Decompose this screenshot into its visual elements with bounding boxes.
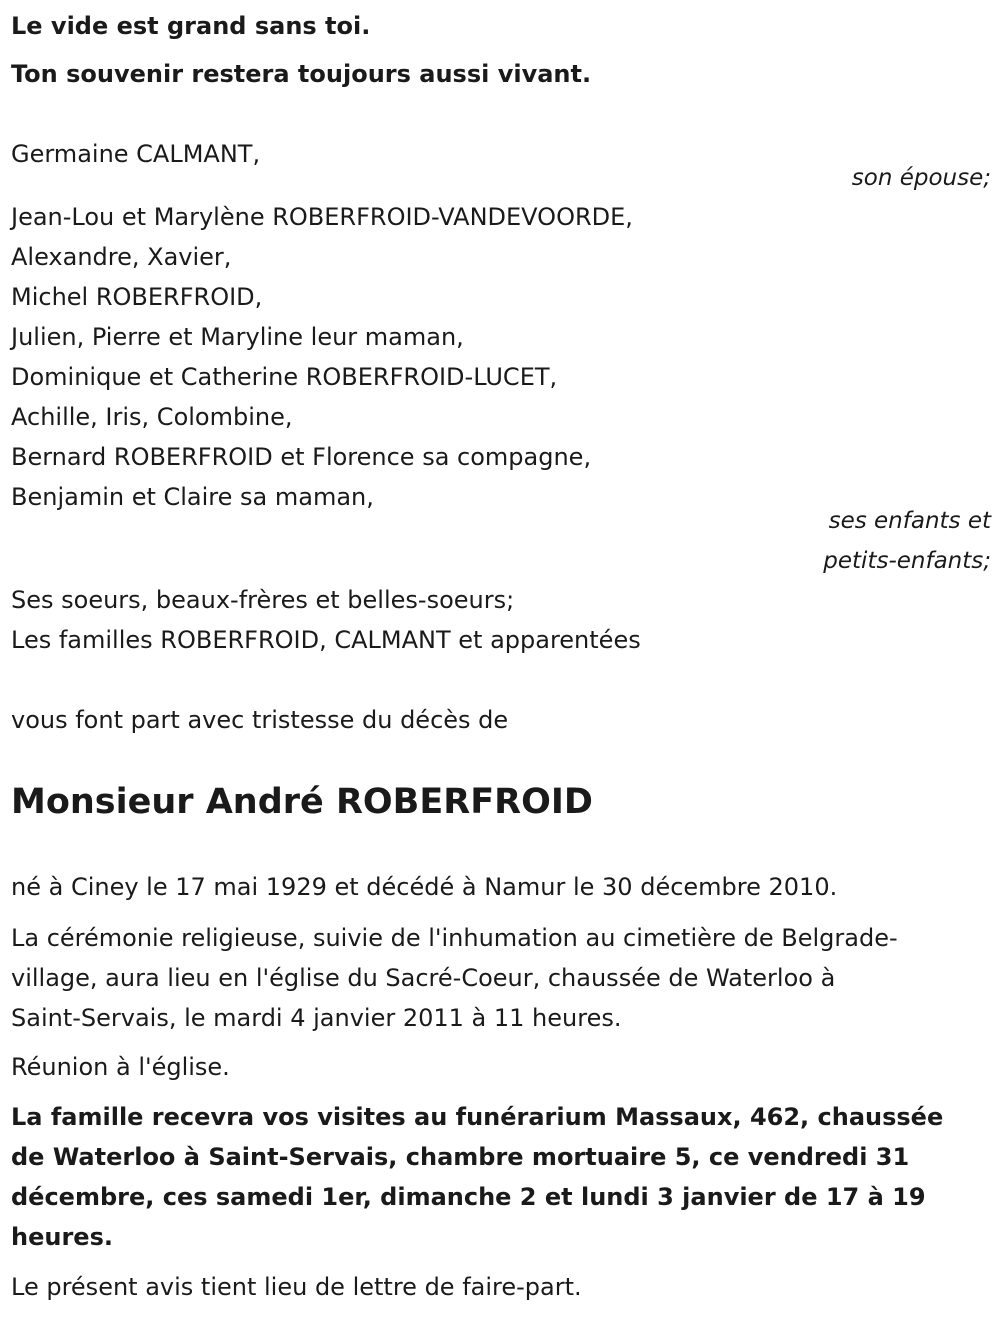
children-line: Michel ROBERFROID, [11, 283, 263, 311]
children-line: Bernard ROBERFROID et Florence sa compagne, [11, 443, 592, 471]
meeting: Réunion à l'église. [11, 1053, 230, 1081]
spouse-name: Germaine CALMANT, [11, 140, 261, 168]
heading-line-2: Ton souvenir restera toujours aussi vivant. [11, 60, 592, 88]
children-role-1: ses enfants et [828, 508, 991, 534]
ceremony-line: Saint-Servais, le mardi 4 janvier 2011 à 11 heures. [11, 1004, 622, 1032]
visits-line: de Waterloo à Saint-Servais, chambre mortuaire 5, ce vendredi 31 [11, 1143, 910, 1171]
ceremony-line: village, aura lieu en l'église du Sacré-Coeur, chaussée de Waterloo à [11, 964, 836, 992]
others-line-2: Les familles ROBERFROID, CALMANT et apparentées [11, 626, 641, 654]
visits-line: heures. [11, 1223, 113, 1251]
others-line-1: Ses soeurs, beaux-frères et belles-soeurs; [11, 586, 515, 614]
obituary-notice [11, 0, 991, 1322]
children-role-2: petits-enfants; [823, 548, 991, 574]
closing: Le présent avis tient lieu de lettre de faire-part. [11, 1273, 582, 1301]
visits-line: décembre, ces samedi 1er, dimanche 2 et lundi 3 janvier de 17 à 19 [11, 1183, 926, 1211]
birth-death: né à Ciney le 17 mai 1929 et décédé à Namur le 30 décembre 2010. [11, 873, 838, 901]
children-line: Benjamin et Claire sa maman, [11, 483, 374, 511]
children-line: Alexandre, Xavier, [11, 243, 232, 271]
children-line: Julien, Pierre et Maryline leur maman, [11, 323, 464, 351]
visits-line: La famille recevra vos visites au funérarium Massaux, 462, chaussée [11, 1103, 944, 1131]
spouse-role: son épouse; [851, 165, 991, 191]
children-line: Dominique et Catherine ROBERFROID-LUCET, [11, 363, 558, 391]
heading-line-1: Le vide est grand sans toi. [11, 12, 371, 40]
children-line: Achille, Iris, Colombine, [11, 403, 293, 431]
deceased-name: Monsieur André ROBERFROID [11, 782, 593, 822]
ceremony-line: La cérémonie religieuse, suivie de l'inhumation au cimetière de Belgrade- [11, 924, 898, 952]
children-line: Jean-Lou et Marylène ROBERFROID-VANDEVOORDE, [11, 203, 633, 231]
announcement: vous font part avec tristesse du décès de [11, 706, 509, 734]
